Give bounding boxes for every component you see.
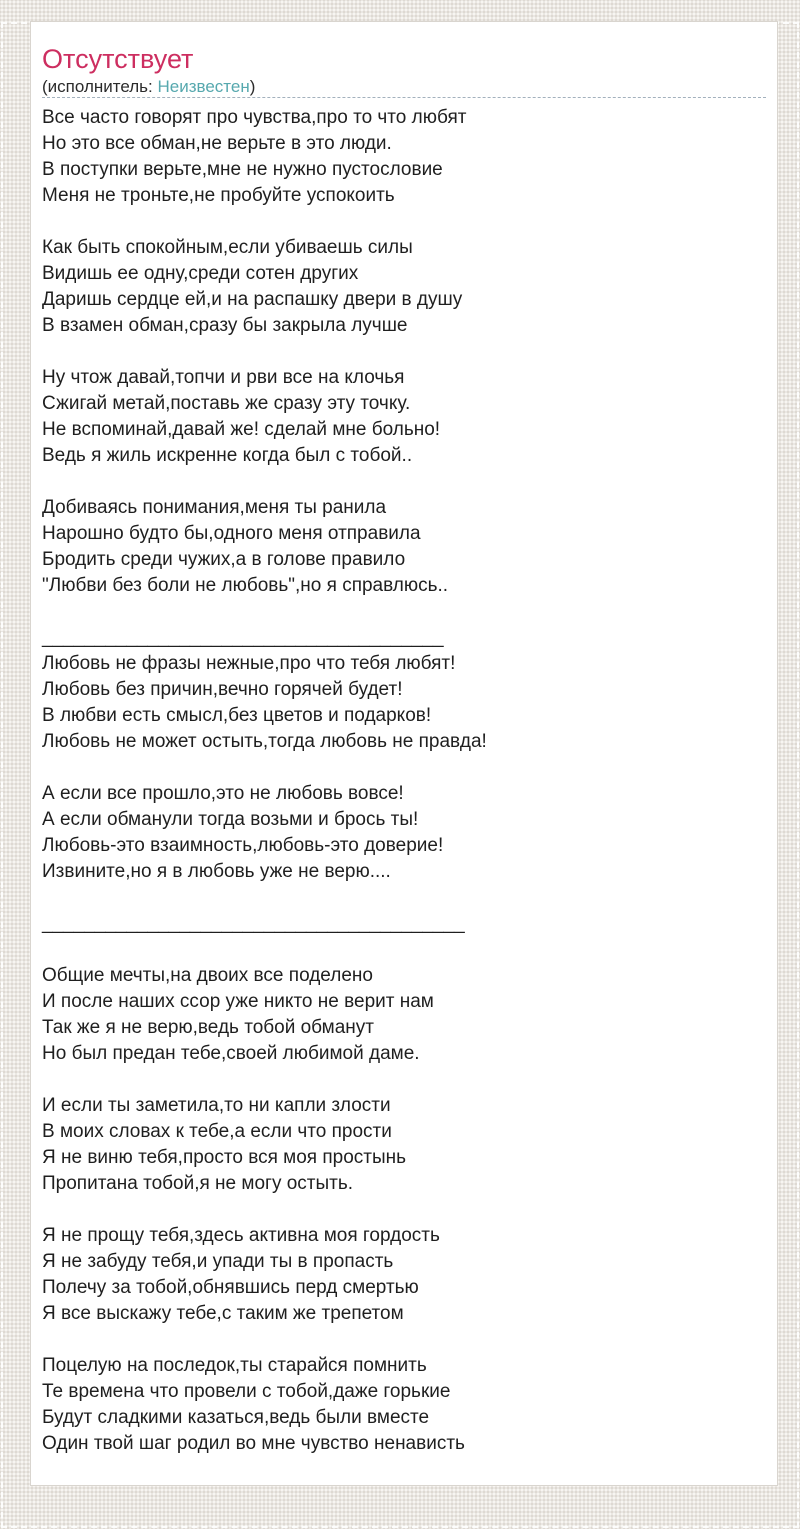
lyric-line: Те времена что провели с тобой,даже горькие	[42, 1381, 451, 1402]
lyric-line: Но это все обман,не верьте в это люди.	[42, 133, 392, 154]
lyric-line: Даришь сердце ей,и на распашку двери в душу	[42, 289, 463, 310]
lyric-line: В взамен обман,сразу бы закрыла лучше	[42, 315, 408, 336]
lyric-line: Поцелую на последок,ты старайся помнить	[42, 1355, 427, 1376]
lyric-line: Любовь-это взаимность,любовь-это доверие!	[42, 835, 444, 856]
lyric-line: ______________________________________	[42, 627, 444, 648]
lyric-line	[42, 209, 766, 235]
lyric-line	[42, 599, 766, 625]
lyric-line	[42, 937, 766, 963]
lyric-line	[42, 1067, 766, 1093]
lyric-line: А если обманули тогда возьми и брось ты!	[42, 809, 419, 830]
artist-label-close: )	[249, 77, 256, 96]
lyric-line	[42, 1197, 766, 1223]
lyric-line: Все часто говорят про чувства,про то что любят	[42, 107, 467, 128]
lyric-line: Будут сладкими казаться,ведь были вместе	[42, 1407, 430, 1428]
lyric-line: Я не забуду тебя,и упади ты в пропасть	[42, 1251, 394, 1272]
lyric-line: Как быть спокойным,если убиваешь силы	[42, 237, 413, 258]
lyrics-text	[42, 105, 766, 1457]
lyric-line: Не вспоминай,давай же! сделай мне больно!	[42, 419, 441, 440]
artist-label-open: (исполнитель:	[42, 77, 158, 96]
lyric-line	[42, 885, 766, 911]
lyric-line: Пропитана тобой,я не могу остыть.	[42, 1173, 354, 1194]
lyric-line: Но был предан тебе,своей любимой даме.	[42, 1043, 420, 1064]
lyrics-card	[30, 21, 778, 1486]
lyric-line: Любовь не фразы нежные,про что тебя любят!	[42, 653, 456, 674]
lyric-line: Я все выскажу тебе,с таким же трепетом	[42, 1303, 404, 1324]
lyric-line: Полечу за тобой,обнявшись перд смертью	[42, 1277, 419, 1298]
artist-line	[42, 77, 766, 98]
lyric-line: Ну чтож давай,топчи и рви все на клочья	[42, 367, 405, 388]
lyric-line: Извините,но я в любовь уже не верю....	[42, 861, 391, 882]
lyric-line: В моих словах к тебе,а если что прости	[42, 1121, 392, 1142]
lyric-line: В любви есть смысл,без цветов и подарков!	[42, 705, 432, 726]
lyric-line	[42, 469, 766, 495]
lyric-line: "Любви без боли не любовь",но я справлюсь..	[42, 575, 449, 596]
lyric-line: Нарошно будто бы,одного меня отправила	[42, 523, 421, 544]
lyric-line: Один твой шаг родил во мне чувство ненависть	[42, 1433, 465, 1454]
lyric-line: Видишь ее одну,среди сотен других	[42, 263, 359, 284]
lyric-line: И после наших ссор уже никто не верит нам	[42, 991, 434, 1012]
lyric-line	[42, 339, 766, 365]
lyric-line: Общие мечты,на двоих все поделено	[42, 965, 373, 986]
lyric-line: Бродить среди чужих,а в голове правило	[42, 549, 406, 570]
lyric-line: Я не виню тебя,просто вся моя простынь	[42, 1147, 407, 1168]
lyric-line: Сжигай метай,поставь же сразу эту точку.	[42, 393, 411, 414]
lyric-line: ________________________________________	[42, 913, 465, 934]
lyric-line: Любовь без причин,вечно горячей будет!	[42, 679, 403, 700]
lyric-line: И если ты заметила,то ни капли злости	[42, 1095, 391, 1116]
artist-link[interactable]: Неизвестен	[157, 77, 250, 96]
lyric-line: Так же я не верю,ведь тобой обманут	[42, 1017, 374, 1038]
lyric-line: Ведь я жиль искренне когда был с тобой..	[42, 445, 413, 466]
lyric-line	[42, 1327, 766, 1353]
lyric-line: Добиваясь понимания,меня ты ранила	[42, 497, 387, 518]
song-title: Отсутствует	[42, 44, 194, 74]
lyric-line: Я не прощу тебя,здесь активна моя гордость	[42, 1225, 440, 1246]
lyric-line: В поступки верьте,мне не нужно пустословие	[42, 159, 443, 180]
lyric-line: А если все прошло,это не любовь вовсе!	[42, 783, 404, 804]
lyric-line	[42, 755, 766, 781]
lyric-line: Меня не троньте,не пробуйте успокоить	[42, 185, 395, 206]
lyric-line: Любовь не может остыть,тогда любовь не правда!	[42, 731, 487, 752]
